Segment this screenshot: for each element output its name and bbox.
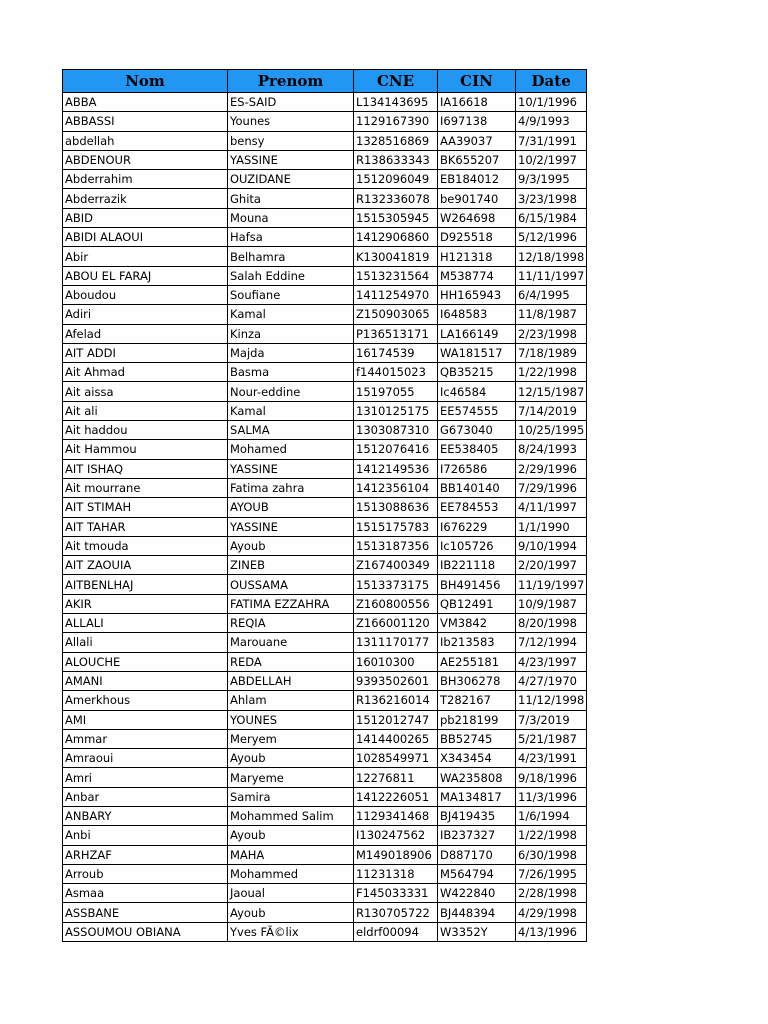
cell-cne: 1512096049 [354, 170, 438, 189]
cell-cin: G673040 [438, 421, 516, 440]
table-row [63, 787, 587, 806]
cell-cin: W422840 [438, 884, 516, 903]
cell-date: 9/10/1994 [516, 536, 587, 555]
cell-nom: Ait mourrane [63, 478, 228, 497]
cell-cne: P136513171 [354, 324, 438, 343]
cell-cin: Ic46584 [438, 382, 516, 401]
cell-nom: AKIR [63, 594, 228, 613]
table-row [63, 459, 587, 478]
cell-cin: WA181517 [438, 343, 516, 362]
table-row [63, 710, 587, 729]
cell-nom: AMANI [63, 671, 228, 690]
student-table [62, 69, 587, 942]
cell-cin: D887170 [438, 845, 516, 864]
table-row [63, 633, 587, 652]
cell-prenom: Mouna [228, 208, 354, 227]
cell-cin: Ic105726 [438, 536, 516, 555]
cell-cin: IB221118 [438, 556, 516, 575]
header-cne: CNE [354, 70, 438, 93]
cell-prenom: Yves FÃ©lix [228, 922, 354, 941]
header-nom: Nom [63, 70, 228, 93]
cell-prenom: Mohammed [228, 864, 354, 883]
cell-date: 7/3/2019 [516, 710, 587, 729]
table-row [63, 517, 587, 536]
cell-cin: T282167 [438, 691, 516, 710]
cell-prenom: Ahlam [228, 691, 354, 710]
cell-date: 12/15/1987 [516, 382, 587, 401]
cell-cne: R136216014 [354, 691, 438, 710]
cell-cin: BJ448394 [438, 903, 516, 922]
cell-prenom: ZINEB [228, 556, 354, 575]
cell-prenom: Ayoub [228, 903, 354, 922]
cell-nom: Abderrazik [63, 189, 228, 208]
cell-date: 6/4/1995 [516, 285, 587, 304]
cell-nom: AMI [63, 710, 228, 729]
cell-cin: BH306278 [438, 671, 516, 690]
table-row [63, 922, 587, 941]
cell-prenom: Meryem [228, 729, 354, 748]
cell-date: 2/28/1998 [516, 884, 587, 903]
cell-prenom: YASSINE [228, 517, 354, 536]
cell-prenom: OUZIDANE [228, 170, 354, 189]
cell-date: 4/27/1970 [516, 671, 587, 690]
table-row [63, 806, 587, 825]
cell-nom: Ait ali [63, 401, 228, 420]
table-row [63, 864, 587, 883]
cell-date: 11/11/1997 [516, 266, 587, 285]
cell-date: 4/23/1991 [516, 749, 587, 768]
cell-prenom: Basma [228, 363, 354, 382]
cell-cin: I676229 [438, 517, 516, 536]
cell-cne: eldrf00094 [354, 922, 438, 941]
cell-cin: BK655207 [438, 150, 516, 169]
cell-date: 9/3/1995 [516, 170, 587, 189]
cell-nom: Allali [63, 633, 228, 652]
cell-date: 7/18/1989 [516, 343, 587, 362]
cell-cin: BJ419435 [438, 806, 516, 825]
cell-prenom: ES-SAID [228, 93, 354, 112]
header-date: Date [516, 70, 587, 93]
cell-date: 4/11/1997 [516, 498, 587, 517]
cell-cin: M564794 [438, 864, 516, 883]
cell-nom: Abderrahim [63, 170, 228, 189]
table-row [63, 305, 587, 324]
cell-cne: 16174539 [354, 343, 438, 362]
cell-cin: I648583 [438, 305, 516, 324]
cell-cne: 1513373175 [354, 575, 438, 594]
cell-cne: 1512076416 [354, 440, 438, 459]
cell-nom: ABIDI ALAOUI [63, 228, 228, 247]
cell-nom: Ait aissa [63, 382, 228, 401]
cell-cin: be901740 [438, 189, 516, 208]
cell-prenom: FATIMA EZZAHRA [228, 594, 354, 613]
cell-nom: ALOUCHE [63, 652, 228, 671]
cell-prenom: Maryeme [228, 768, 354, 787]
table-row [63, 189, 587, 208]
cell-date: 10/25/1995 [516, 421, 587, 440]
cell-nom: abdellah [63, 131, 228, 150]
cell-date: 7/31/1991 [516, 131, 587, 150]
cell-cin: EE784553 [438, 498, 516, 517]
cell-prenom: Fatima zahra [228, 478, 354, 497]
cell-prenom: Nour-eddine [228, 382, 354, 401]
cell-cin: VM3842 [438, 614, 516, 633]
cell-nom: Ait tmouda [63, 536, 228, 555]
table-row [63, 478, 587, 497]
cell-date: 5/21/1987 [516, 729, 587, 748]
cell-cne: M149018906 [354, 845, 438, 864]
cell-cne: 11231318 [354, 864, 438, 883]
cell-cne: 1129341468 [354, 806, 438, 825]
cell-date: 12/18/1998 [516, 247, 587, 266]
cell-cne: 1515305945 [354, 208, 438, 227]
cell-date: 1/22/1998 [516, 826, 587, 845]
cell-cne: 1515175783 [354, 517, 438, 536]
table-row [63, 266, 587, 285]
cell-cne: 1028549971 [354, 749, 438, 768]
table-row [63, 691, 587, 710]
cell-cne: 1513187356 [354, 536, 438, 555]
cell-prenom: REQIA [228, 614, 354, 633]
cell-nom: AITBENLHAJ [63, 575, 228, 594]
cell-nom: ABDENOUR [63, 150, 228, 169]
cell-date: 5/12/1996 [516, 228, 587, 247]
cell-nom: ASSOUMOU OBIANA [63, 922, 228, 941]
cell-cin: BB140140 [438, 478, 516, 497]
cell-nom: ABBA [63, 93, 228, 112]
cell-date: 6/15/1984 [516, 208, 587, 227]
table-row [63, 421, 587, 440]
cell-cin: H121318 [438, 247, 516, 266]
cell-prenom: Salah Eddine [228, 266, 354, 285]
cell-prenom: Ayoub [228, 749, 354, 768]
cell-date: 4/23/1997 [516, 652, 587, 671]
cell-cne: Z166001120 [354, 614, 438, 633]
table-row [63, 131, 587, 150]
table-row [63, 324, 587, 343]
cell-prenom: Soufiane [228, 285, 354, 304]
cell-prenom: Samira [228, 787, 354, 806]
cell-cin: W3352Y [438, 922, 516, 941]
cell-cin: I697138 [438, 112, 516, 131]
cell-cne: F145033331 [354, 884, 438, 903]
cell-date: 8/24/1993 [516, 440, 587, 459]
table-row [63, 671, 587, 690]
cell-prenom: Younes [228, 112, 354, 131]
cell-nom: Ait Ahmad [63, 363, 228, 382]
cell-cne: 1411254970 [354, 285, 438, 304]
header-row [63, 70, 587, 93]
cell-date: 11/3/1996 [516, 787, 587, 806]
cell-prenom: YASSINE [228, 150, 354, 169]
cell-nom: ALLALI [63, 614, 228, 633]
cell-cne: 12276811 [354, 768, 438, 787]
cell-cin: AA39037 [438, 131, 516, 150]
cell-date: 10/9/1987 [516, 594, 587, 613]
cell-cne: 16010300 [354, 652, 438, 671]
cell-cin: EB184012 [438, 170, 516, 189]
cell-date: 6/30/1998 [516, 845, 587, 864]
table-row [63, 768, 587, 787]
cell-cin: BB52745 [438, 729, 516, 748]
cell-date: 7/14/2019 [516, 401, 587, 420]
cell-cne: 1328516869 [354, 131, 438, 150]
cell-date: 11/8/1987 [516, 305, 587, 324]
cell-date: 8/20/1998 [516, 614, 587, 633]
cell-cin: I726586 [438, 459, 516, 478]
cell-prenom: Hafsa [228, 228, 354, 247]
cell-prenom: Ghita [228, 189, 354, 208]
cell-cne: 1512012747 [354, 710, 438, 729]
cell-prenom: OUSSAMA [228, 575, 354, 594]
table-row [63, 903, 587, 922]
cell-nom: ASSBANE [63, 903, 228, 922]
cell-cne: 1412149536 [354, 459, 438, 478]
cell-date: 9/18/1996 [516, 768, 587, 787]
table-row [63, 826, 587, 845]
cell-nom: AIT ZAOUIA [63, 556, 228, 575]
cell-cne: 1412356104 [354, 478, 438, 497]
cell-cne: 1310125175 [354, 401, 438, 420]
cell-nom: AIT TAHAR [63, 517, 228, 536]
table-row [63, 498, 587, 517]
cell-cin: X343454 [438, 749, 516, 768]
cell-cne: R132336078 [354, 189, 438, 208]
table-row [63, 363, 587, 382]
cell-prenom: Mohammed Salim [228, 806, 354, 825]
cell-date: 10/1/1996 [516, 93, 587, 112]
cell-cin: Ib213583 [438, 633, 516, 652]
cell-cin: EE574555 [438, 401, 516, 420]
cell-cin: QB35215 [438, 363, 516, 382]
header-cin: CIN [438, 70, 516, 93]
cell-nom: ARHZAF [63, 845, 228, 864]
cell-nom: Adiri [63, 305, 228, 324]
cell-nom: Asmaa [63, 884, 228, 903]
cell-cne: 1513231564 [354, 266, 438, 285]
table-row [63, 247, 587, 266]
cell-date: 11/19/1997 [516, 575, 587, 594]
cell-cne: 1303087310 [354, 421, 438, 440]
cell-date: 2/23/1998 [516, 324, 587, 343]
cell-cne: 1414400265 [354, 729, 438, 748]
cell-cin: EE538405 [438, 440, 516, 459]
cell-prenom: Majda [228, 343, 354, 362]
table-row [63, 729, 587, 748]
cell-cin: QB12491 [438, 594, 516, 613]
cell-nom: ANBARY [63, 806, 228, 825]
table-row [63, 382, 587, 401]
table-row [63, 884, 587, 903]
cell-cin: WA235808 [438, 768, 516, 787]
cell-cne: Z167400349 [354, 556, 438, 575]
cell-cne: Z150903065 [354, 305, 438, 324]
cell-prenom: AYOUB [228, 498, 354, 517]
cell-cin: W264698 [438, 208, 516, 227]
cell-nom: Anbi [63, 826, 228, 845]
table-row [63, 112, 587, 131]
cell-prenom: bensy [228, 131, 354, 150]
cell-prenom: Jaoual [228, 884, 354, 903]
cell-date: 1/6/1994 [516, 806, 587, 825]
cell-date: 7/29/1996 [516, 478, 587, 497]
cell-nom: Aboudou [63, 285, 228, 304]
cell-nom: Afelad [63, 324, 228, 343]
table-row [63, 845, 587, 864]
cell-prenom: Kamal [228, 305, 354, 324]
cell-cne: 1311170177 [354, 633, 438, 652]
cell-cin: LA166149 [438, 324, 516, 343]
cell-date: 7/12/1994 [516, 633, 587, 652]
cell-nom: Arroub [63, 864, 228, 883]
cell-prenom: Kamal [228, 401, 354, 420]
cell-nom: ABBASSI [63, 112, 228, 131]
cell-date: 1/1/1990 [516, 517, 587, 536]
cell-cin: pb218199 [438, 710, 516, 729]
cell-cne: 9393502601 [354, 671, 438, 690]
table-row [63, 556, 587, 575]
cell-prenom: ABDELLAH [228, 671, 354, 690]
cell-cne: 15197055 [354, 382, 438, 401]
cell-date: 4/9/1993 [516, 112, 587, 131]
cell-nom: Abir [63, 247, 228, 266]
cell-cne: 1513088636 [354, 498, 438, 517]
cell-nom: Amri [63, 768, 228, 787]
table-row [63, 594, 587, 613]
cell-cin: D925518 [438, 228, 516, 247]
cell-nom: Anbar [63, 787, 228, 806]
table-row [63, 440, 587, 459]
cell-nom: AIT ISHAQ [63, 459, 228, 478]
table-row [63, 652, 587, 671]
cell-date: 11/12/1998 [516, 691, 587, 710]
cell-cne: L134143695 [354, 93, 438, 112]
table-row [63, 536, 587, 555]
table-row [63, 208, 587, 227]
cell-cne: Z160800556 [354, 594, 438, 613]
cell-date: 7/26/1995 [516, 864, 587, 883]
cell-cin: IA16618 [438, 93, 516, 112]
cell-cin: HH165943 [438, 285, 516, 304]
table-row [63, 614, 587, 633]
cell-nom: AIT STIMAH [63, 498, 228, 517]
cell-date: 4/13/1996 [516, 922, 587, 941]
cell-date: 2/20/1997 [516, 556, 587, 575]
table-row [63, 401, 587, 420]
cell-cne: R130705722 [354, 903, 438, 922]
table-row [63, 228, 587, 247]
table-row [63, 93, 587, 112]
cell-date: 4/29/1998 [516, 903, 587, 922]
cell-prenom: Ayoub [228, 826, 354, 845]
header-prenom: Prenom [228, 70, 354, 93]
cell-cin: IB237327 [438, 826, 516, 845]
table-row [63, 575, 587, 594]
cell-cne: f144015023 [354, 363, 438, 382]
cell-prenom: Belhamra [228, 247, 354, 266]
cell-date: 10/2/1997 [516, 150, 587, 169]
cell-cin: MA134817 [438, 787, 516, 806]
cell-nom: Ait haddou [63, 421, 228, 440]
cell-prenom: Marouane [228, 633, 354, 652]
cell-date: 1/22/1998 [516, 363, 587, 382]
table-body [63, 93, 587, 942]
cell-cne: I130247562 [354, 826, 438, 845]
table-row [63, 343, 587, 362]
cell-nom: Amerkhous [63, 691, 228, 710]
cell-cin: AE255181 [438, 652, 516, 671]
cell-cne: 1412226051 [354, 787, 438, 806]
cell-prenom: Mohamed [228, 440, 354, 459]
cell-nom: Ammar [63, 729, 228, 748]
cell-prenom: REDA [228, 652, 354, 671]
table-row [63, 285, 587, 304]
cell-nom: AIT ADDI [63, 343, 228, 362]
table-row [63, 150, 587, 169]
cell-prenom: YASSINE [228, 459, 354, 478]
cell-cne: 1412906860 [354, 228, 438, 247]
cell-cne: K130041819 [354, 247, 438, 266]
cell-prenom: SALMA [228, 421, 354, 440]
cell-nom: Amraoui [63, 749, 228, 768]
cell-cin: BH491456 [438, 575, 516, 594]
cell-cne: R138633343 [354, 150, 438, 169]
cell-date: 2/29/1996 [516, 459, 587, 478]
table-row [63, 170, 587, 189]
table-row [63, 749, 587, 768]
cell-prenom: YOUNES [228, 710, 354, 729]
cell-nom: Ait Hammou [63, 440, 228, 459]
cell-cne: 1129167390 [354, 112, 438, 131]
cell-date: 3/23/1998 [516, 189, 587, 208]
cell-cin: M538774 [438, 266, 516, 285]
cell-nom: ABID [63, 208, 228, 227]
cell-nom: ABOU EL FARAJ [63, 266, 228, 285]
cell-prenom: Ayoub [228, 536, 354, 555]
cell-prenom: MAHA [228, 845, 354, 864]
cell-prenom: Kinza [228, 324, 354, 343]
